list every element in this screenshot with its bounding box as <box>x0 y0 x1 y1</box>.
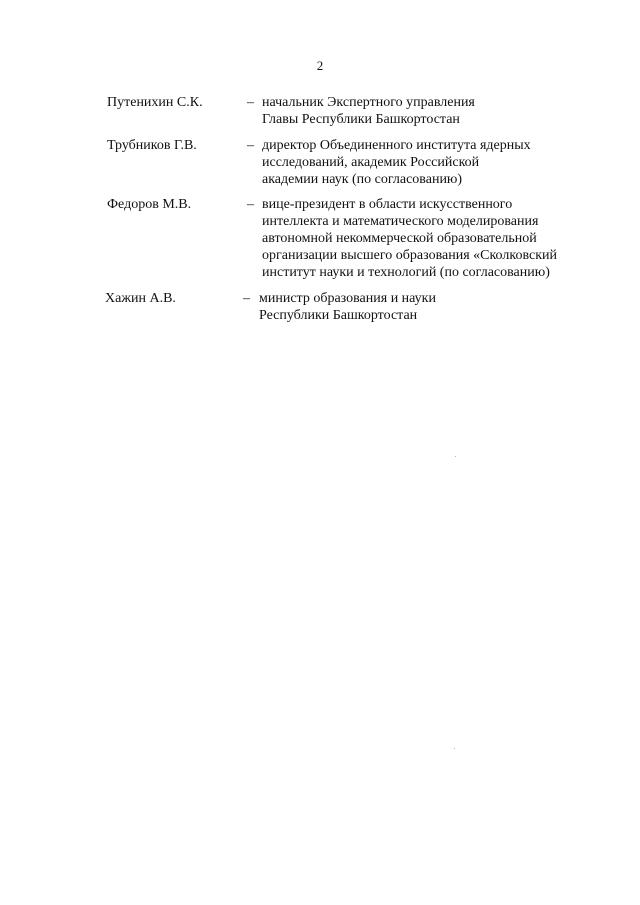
scan-speck <box>454 748 455 749</box>
dash-separator: – <box>247 95 254 110</box>
position-line: интеллекта и математического моделирования <box>262 214 539 229</box>
position-line: автономной некоммерческой образовательной <box>262 231 537 246</box>
member-name: Хажин А.В. <box>105 291 176 306</box>
position-line: организации высшего образования «Сколковский <box>262 248 557 263</box>
position-line: вице-президент в области искусственного <box>262 197 513 212</box>
position-line: директор Объединенного института ядерных <box>262 138 531 153</box>
position-line: министр образования и науки <box>259 291 436 306</box>
scan-speck <box>455 456 456 457</box>
member-name: Трубников Г.В. <box>107 138 197 153</box>
dash-separator: – <box>247 138 254 153</box>
member-name: Путенихин С.К. <box>107 95 203 110</box>
position-line: исследований, академик Российской <box>262 155 480 170</box>
dash-separator: – <box>247 197 254 212</box>
position-line: Главы Республики Башкортостан <box>262 112 460 127</box>
position-line: академии наук (по согласованию) <box>262 172 463 187</box>
member-position <box>262 94 475 128</box>
position-line: начальник Экспертного управления <box>262 95 475 110</box>
member-name: Федоров М.В. <box>107 197 192 212</box>
dash-separator: – <box>243 291 250 306</box>
member-position <box>262 137 531 188</box>
member-position <box>259 290 436 324</box>
member-position <box>262 196 557 281</box>
position-line: институт науки и технологий (по согласованию) <box>262 265 550 280</box>
position-line: Республики Башкортостан <box>259 308 418 323</box>
page-number: 2 <box>316 58 324 73</box>
